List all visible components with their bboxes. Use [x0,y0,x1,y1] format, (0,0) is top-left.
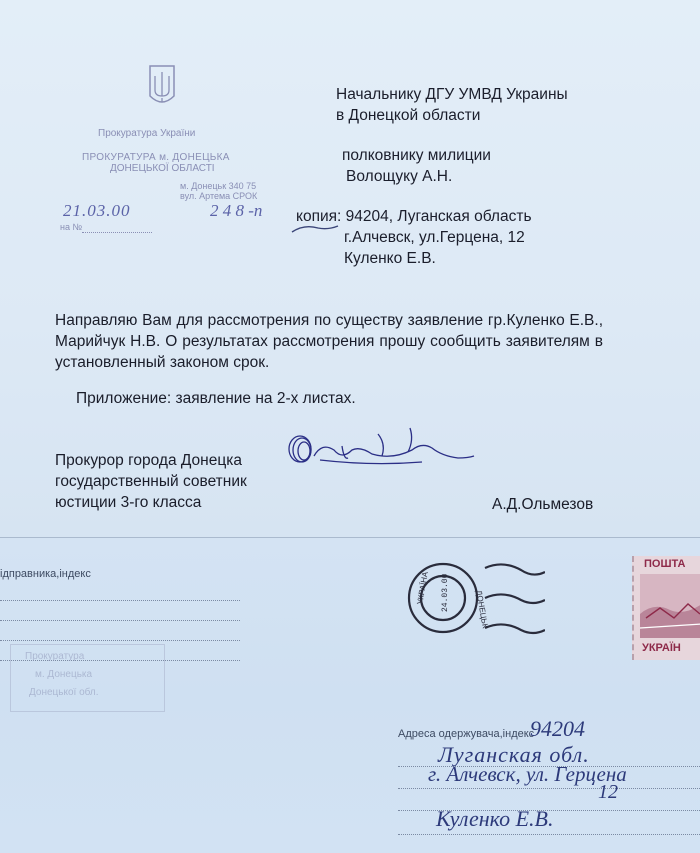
sender-label: ідправника,індекс [0,568,91,580]
reference-number-line [82,232,152,233]
recipient-region: Луганская обл. [438,742,590,767]
addressee-line1: Начальнику ДГУ УМВД Украины [336,86,568,103]
sender-address-line [0,640,240,641]
postmark-date: 24.03.00 [441,573,450,612]
outgoing-date: 21.03.00 [63,201,131,220]
handwritten-signature-icon [282,420,482,480]
recipient-label: Адреса одержувача,індекс [398,728,535,740]
letterhead-org-line2: ПРОКУРАТУРА м. ДОНЕЦЬКА [82,152,230,163]
postmark-city: ДОНЕЦЬК [474,589,490,630]
copy-line3: Куленко Е.В. [344,250,436,267]
sender-stamp-line1: Прокуратура [25,651,85,662]
recipient-address-line [398,788,700,789]
postage-stamp [632,556,700,660]
sender-address-line [0,620,240,621]
recipient-street: г. Алчевск, ул. Герцена [428,762,627,786]
postmark-icon [405,548,545,663]
signatory-title-line3: юстиции 3-го класса [55,494,202,511]
signatory-title-line2: государственный советник [55,473,247,490]
addressee-line4: Волощуку А.Н. [346,168,453,185]
recipient-zip: 94204 [530,716,585,741]
postage-stamp-top-text: ПОШТА [644,558,686,570]
outgoing-number: 2 4 8 -п [210,201,263,220]
recipient-name: Куленко Е.В. [436,806,554,831]
addressee-line3: полковнику милиции [342,147,491,164]
copy-line2: г.Алчевск, ул.Герцена, 12 [344,229,525,246]
reference-number-label: на № [60,222,83,232]
postage-stamp-bottom-text: УКРАЇН [642,642,681,654]
postage-stamp-art-icon [640,574,700,638]
copy-line1: копия: 94204, Луганская область [296,208,532,225]
letterhead-org-line3: ДОНЕЦЬКОЇ ОБЛАСТІ [110,163,215,174]
postmark-country: УКРАЇНА [415,571,430,606]
signatory-title-line1: Прокурор города Донецка [55,452,242,469]
letterhead-address-line1: м. Донецьк 340 75 [180,181,257,191]
addressee-line2: в Донецкой области [336,107,481,124]
sender-stamp-line3: Донецької обл. [29,687,99,698]
trident-emblem-icon [146,62,178,110]
letterhead-address-line2: вул. Артема СРОК [180,191,258,201]
recipient-house-number: 12 [598,781,618,803]
attachment-note: Приложение: заявление на 2-х листах. [76,390,356,407]
sender-address-line [0,600,240,601]
recipient-address-line [398,834,700,835]
sender-stamp-line2: м. Донецька [35,669,93,680]
sender-stamp [10,644,165,712]
letterhead-org-line1: Прокуратура України [98,128,196,139]
body-paragraph: Направляю Вам для рассмотрения по существу заявление гр.Куленко Е.В., Марийчук Н.В. О результатах рассмотрения прошу сообщить заявителям в установленный законом срок. [55,312,603,371]
signatory-title [55,450,247,513]
signatory-name: А.Д.Ольмезов [492,496,594,513]
envelope [0,538,700,853]
